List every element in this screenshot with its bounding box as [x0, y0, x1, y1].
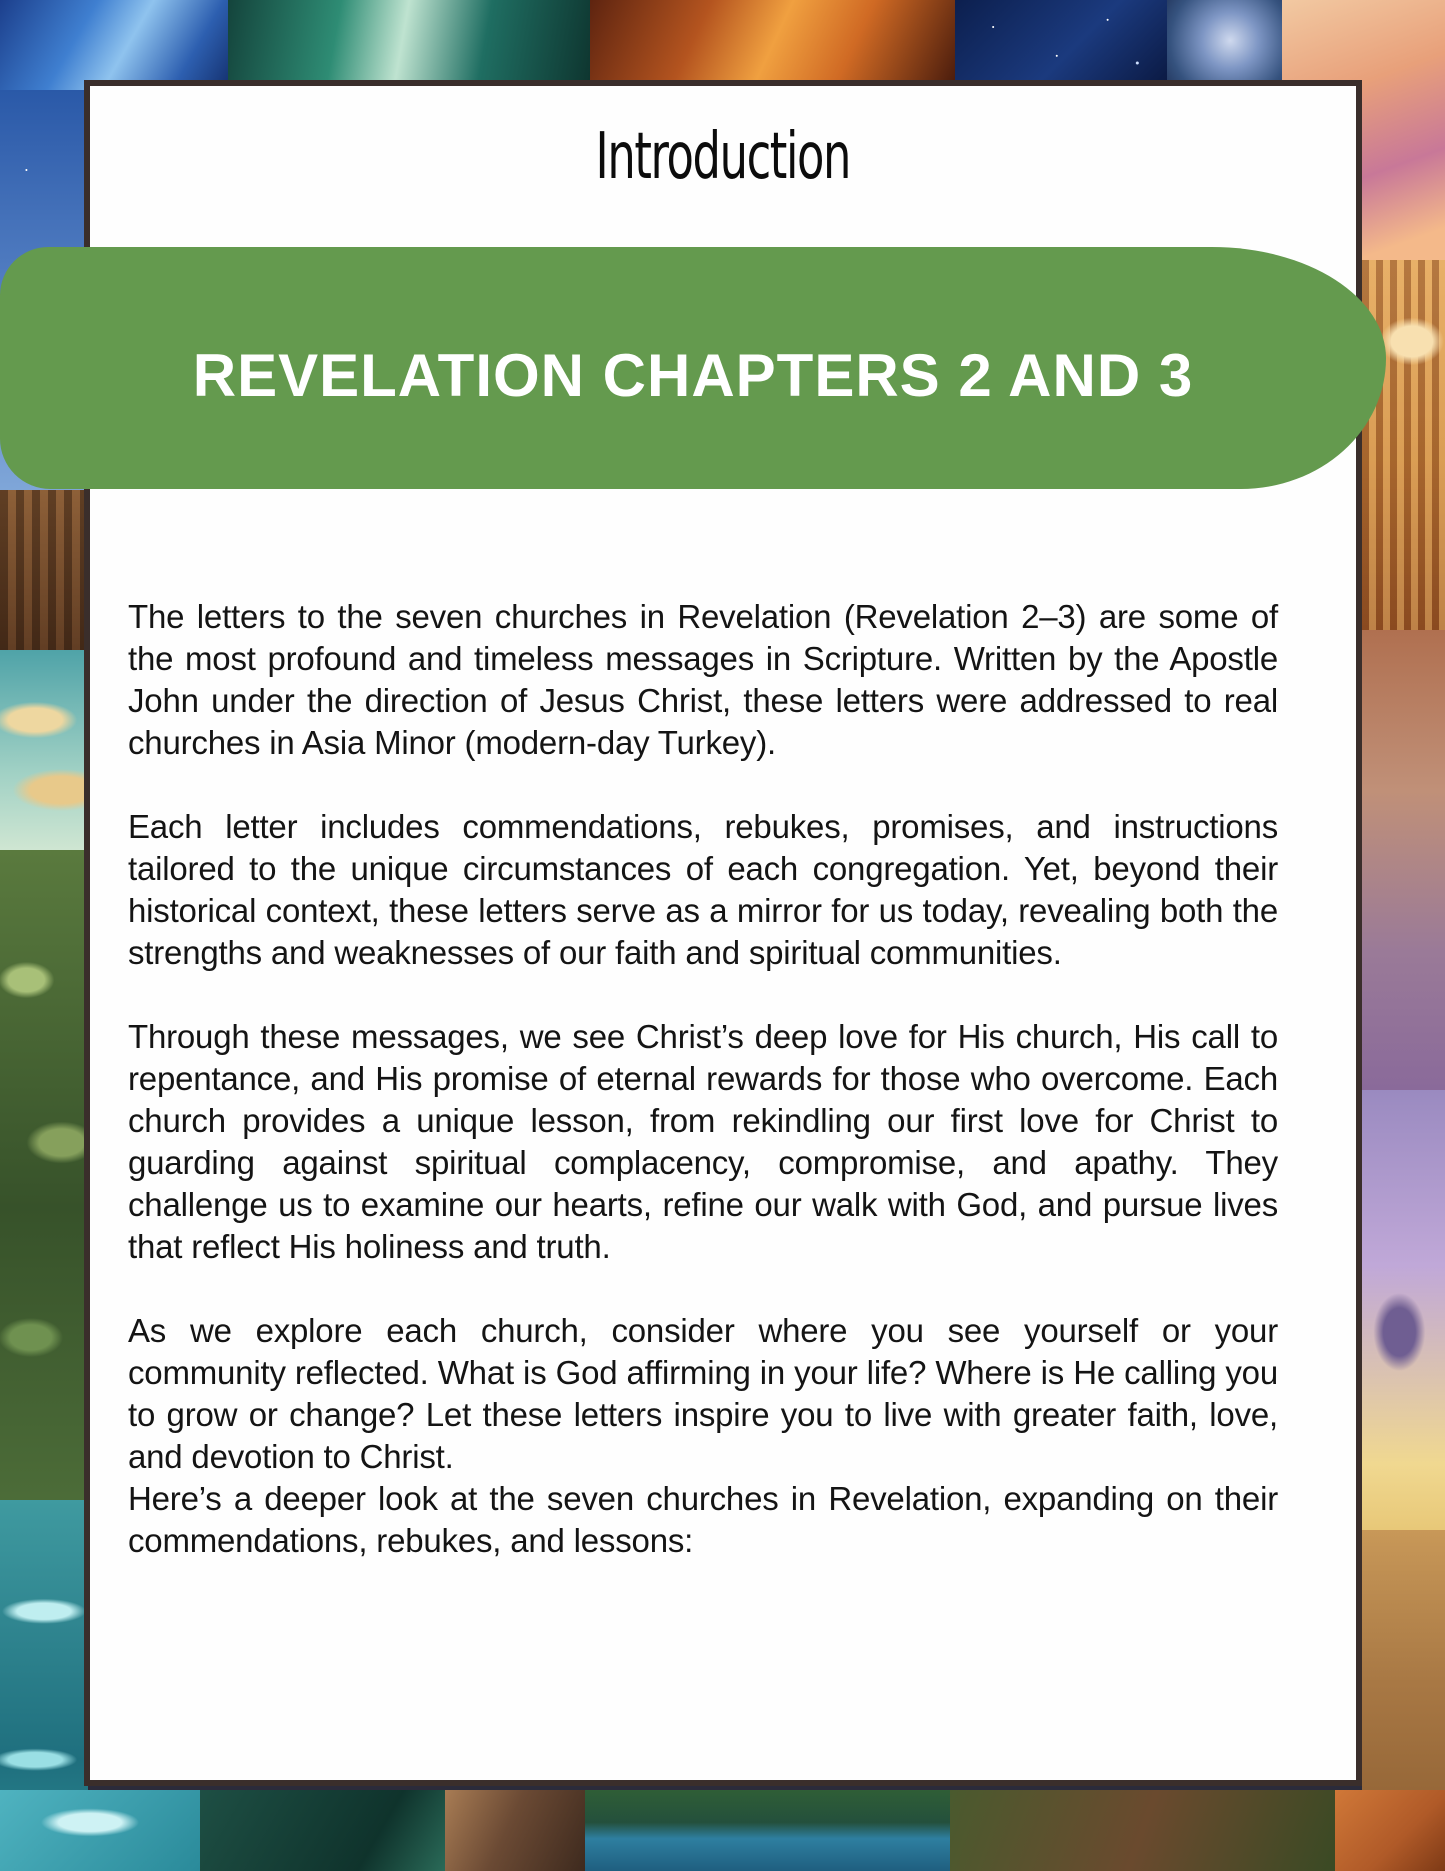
- collage-tile-blue-nebula: [0, 0, 228, 90]
- collage-tile-bottom-olive: [950, 1790, 1335, 1871]
- collage-tile-bottom-forest: [200, 1790, 445, 1871]
- collage-tile-orange-nebula: [590, 0, 955, 90]
- collage-tile-left-temple: [0, 490, 88, 650]
- collage-tile-teal-nebula: [228, 0, 590, 90]
- collage-tile-bottom-path: [445, 1790, 585, 1871]
- collage-tile-right-haze: [1362, 630, 1445, 1090]
- collage-tile-left-foliage: [0, 850, 88, 1500]
- collage-tile-galaxy: [1167, 0, 1282, 90]
- collage-tile-bottom-lake: [585, 1790, 950, 1871]
- collage-tile-bottom-ember: [1335, 1790, 1445, 1871]
- collage-tile-left-sky: [0, 650, 88, 850]
- paragraph: The letters to the seven churches in Revelation (Revelation 2–3) are some of the most profound and timeless messages in Scripture. Written by the Apostle John under the direction of Jesus Christ, these letters were addressed to real churches in Asia Minor (modern-day Turkey).: [128, 598, 1278, 761]
- paragraph: Through these messages, we see Christ’s deep love for His church, His call to repentance, and His promise of eternal rewards for those who overcome. Each church provides a unique lesson, from rekindling our first love for Christ to guarding against spiritual complacency, compromise, and apathy. They challenge us to examine our hearts, refine our walk with God, and pursue lives that reflect His holiness and truth.: [128, 1018, 1278, 1265]
- collage-tile-right-gold-temple: [1362, 260, 1445, 630]
- collage-tile-starfield: [955, 0, 1167, 90]
- body-text: [128, 596, 1278, 1562]
- paragraph: Each letter includes commendations, rebukes, promises, and instructions tailored to the unique circumstances of each congregation. Yet, beyond their historical context, these letters serve as a mirror for us today, revealing both the strengths and weaknesses of our faith and spiritual communities.: [128, 808, 1278, 971]
- page-title-text: Introduction: [595, 120, 851, 194]
- collage-tile-right-cathedral: [1362, 1090, 1445, 1530]
- chapter-banner-title: REVELATION CHAPTERS 2 AND 3: [192, 341, 1194, 409]
- paragraph: As we explore each church, consider where you see yourself or your community reflected. What is God affirming in your life? Where is He calling you to grow or change? Let these letters inspire you to live with greater faith, love, and devotion to Christ.: [128, 1312, 1278, 1475]
- page-title: [84, 120, 1362, 194]
- paragraph: Here’s a deeper look at the seven churches in Revelation, expanding on their commendations, rebukes, and lessons:: [128, 1480, 1278, 1559]
- collage-tile-bottom-water: [0, 1790, 200, 1871]
- chapter-banner: [0, 247, 1386, 489]
